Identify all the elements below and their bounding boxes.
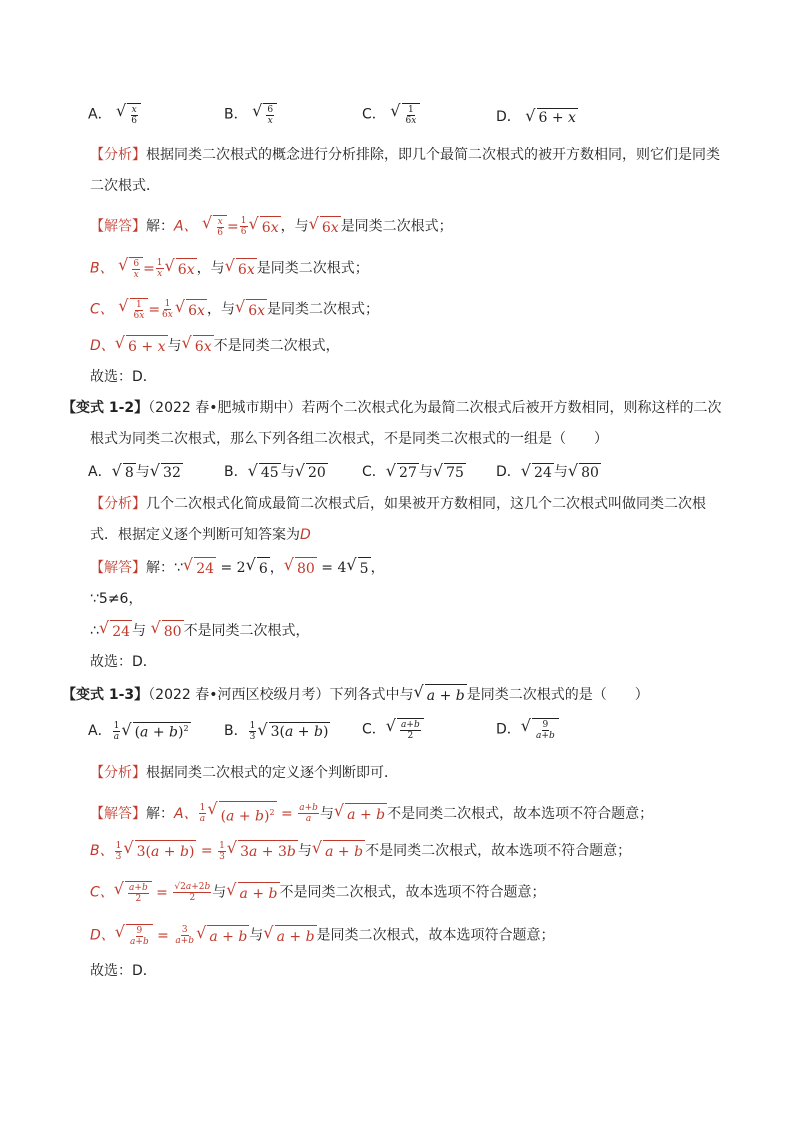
q1-option-a: A． √ $\frac{x}{6}$: [88, 103, 141, 126]
q2-answer-3: ∴ √ 24 与 √ 80 不是同类二次根式，: [90, 618, 310, 640]
q3-option-d: D． √ $\frac{9}{a+b}$: [496, 718, 559, 741]
q1-option-b: B． √ $\frac{6}{x}$: [224, 103, 277, 126]
q1-option-d: D． √ 6 + x: [496, 106, 576, 126]
q2-answer-1: 【解答】解：∵ √ 24 = 2 √ 6 ， √ 80 = 4 √ 5 ，: [90, 555, 385, 577]
q2-option-c: C． √ 27 与 √ 75: [362, 461, 464, 481]
q2-analysis: 【分析】几个二次根式化简成最简二次根式后，如果被开方数相同，这几个二次根式叫做同类二次根: [90, 496, 706, 512]
q2-option-a: A． √ 8 与 √ 32: [88, 461, 181, 481]
q1-answer-b: B、 √ $\frac{6}{x}$ = $\frac{1}{x}$ √ 6x ，与 √ 6x 是同类二次根式；: [90, 255, 369, 280]
q1-answer-d: D、 √ 6 + x 与 √ 6x 不是同类二次根式，: [90, 333, 340, 355]
q3-option-c: C． √ $\frac{a+b}{2}$: [362, 718, 424, 741]
q2-analysis-cont: 式．根据定义逐个判断可知答案为D: [90, 527, 311, 543]
q3-analysis: 【分析】根据同类二次根式的定义逐个判断即可．: [90, 765, 398, 781]
q3-answer-b: B、 $\frac{1}{3}$ √ 3(a + b) = $\frac{1}{3}$ √ 3a + 3b 与 √ a + b 不是同类二次根式，故本选项不符合题意；: [90, 838, 632, 862]
q3-answer-d: D、 √ $\frac{9}{a+b}$ = $\frac{3}{a+b}$ √ a + b 与 √ a + b 是同类二次根式，故本选项符合题意；: [90, 922, 555, 947]
q1-answer-c: C、 √ $\frac{1}{6x}$ = $\frac{1}{6x}$ √ 6x ，与 √ 6x 是同类二次根式；: [90, 296, 380, 321]
q1-answer-a: 【解答】解：A、 √ $\frac{x}{6}$ = $\frac{1}{6}$ √ 6x ，与 √ 6x 是同类二次根式；: [90, 213, 453, 238]
q1-analysis: 【分析】根据同类二次根式的概念进行分析排除，即几个最简二次根式的被开方数相同，则它们是同类: [90, 147, 720, 163]
q2-option-d: D． √ 24 与 √ 80: [496, 461, 599, 481]
q2-stem: 【变式 1-2】（2022 春•肥城市期中）若两个二次根式化为最简二次根式后被开方数相同，则称这样的二次: [62, 400, 722, 416]
q2-option-b: B． √ 45 与 √ 20: [224, 461, 326, 481]
q2-answer-2: ∵5≠6，: [90, 591, 143, 607]
q3-option-b: B． $\frac{1}{3}$ √ 3(a + b): [224, 720, 329, 742]
q1-option-c: C． √ $\frac{1}{6x}$: [362, 103, 420, 126]
q3-option-a: A． $\frac{1}{a}$ √ $(a + b)^2$: [88, 719, 189, 742]
q1-conclusion: 故选：D．: [90, 369, 157, 385]
q2-conclusion: 故选：D．: [90, 654, 157, 670]
q2-stem-cont: 根式为同类二次根式，那么下列各组二次根式，不是同类二次根式的一组是（ ）: [90, 431, 608, 447]
q1-analysis-cont: 二次根式．: [90, 178, 160, 194]
q3-answer-a: 【解答】解：A、 $\frac{1}{a}$ √ $(a + b)^2$ = $\frac{a+b}{a}$ 与 √ a + b 不是同类二次根式，故本选项不符合题意；: [90, 799, 654, 825]
q3-stem: 【变式 1-3】（2022 春•河西区校级月考）下列各式中与 √ a + b 是同类二次根式的是（ ）: [62, 682, 649, 704]
q3-conclusion: 故选：D．: [90, 963, 157, 979]
q3-answer-c: C、 √ $\frac{a+b}{2}$ = $\frac{√2a+2b}{2}$ 与 √ a + b 不是同类二次根式，故本选项不符合题意；: [90, 879, 546, 904]
